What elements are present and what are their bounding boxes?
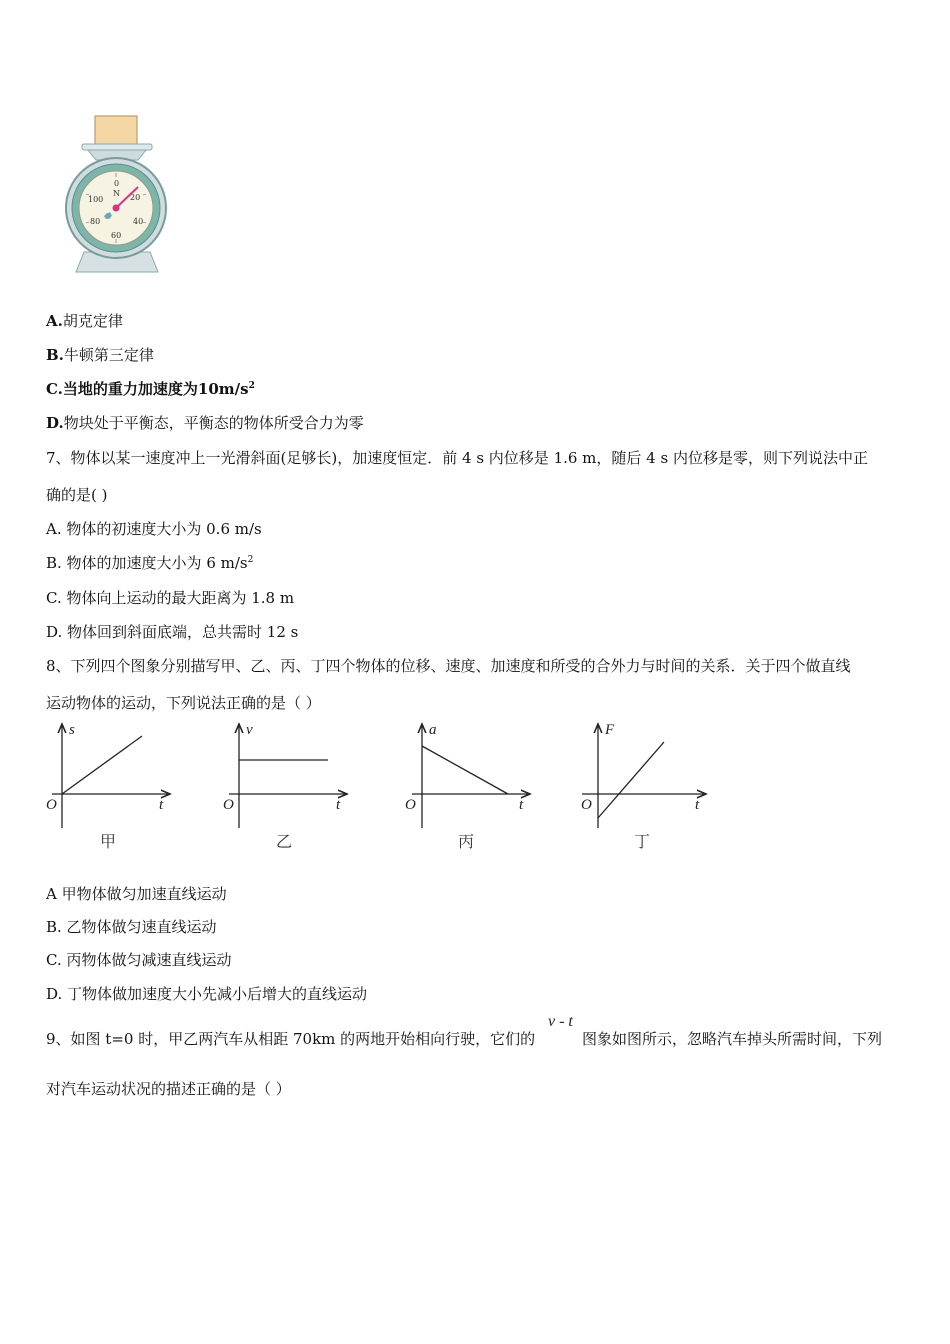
q8-stem-line2: 运动物体的运动，下列说法正确的是（ ） — [46, 694, 321, 712]
graph-jia-line — [62, 736, 142, 794]
q6-option-a-text: 胡克定律 — [62, 312, 123, 330]
q7-option-c — [46, 588, 294, 608]
q6-option-a — [46, 311, 123, 331]
q8-option-d: D. 丁物体做加速度大小先减小后增大的直线运动 — [46, 985, 368, 1003]
q7-option-a-text: A. 物体的初速度大小为 0.6 m/s — [46, 520, 262, 538]
graph-jia-y-label: s — [69, 722, 75, 738]
q6-option-d-text: 物块处于平衡态，平衡态的物体所受合力为零 — [63, 414, 364, 432]
graph-jia-caption: 甲 — [100, 832, 117, 851]
graph-yi-caption: 乙 — [276, 832, 293, 851]
q7-option-c-text: C. 物体向上运动的最大距离为 1.8 m — [46, 589, 295, 607]
dial-tick-0: 0 — [114, 179, 120, 188]
q7-option-b-sup: 2 — [247, 555, 254, 565]
graph-bing — [405, 722, 530, 851]
graph-yi-y-label: v — [246, 722, 253, 738]
q7-option-b-text: B. 物体的加速度大小为 6 m/s — [46, 554, 248, 572]
q6-option-b — [46, 345, 154, 365]
dial-tick-80: 80 — [90, 217, 101, 226]
q6-option-b-prefix: B. — [46, 346, 64, 364]
q9-stem-part1: 9、如图 t=0 时，甲乙两汽车从相距 70km 的两地开始相向行驶，它们的 — [46, 1030, 536, 1048]
dial-tick-60: 60 — [111, 231, 122, 240]
graph-jia-origin: O — [46, 797, 57, 813]
q6-option-d-prefix: D. — [46, 414, 64, 432]
graph-ding-y-label: F — [605, 722, 615, 738]
q8-option-a: A 甲物体做匀加速直线运动 — [46, 885, 227, 903]
graph-jia-x-label: t — [159, 797, 164, 813]
graph-bing-y-label: a — [429, 722, 437, 738]
q7-option-d-text: D. 物体回到斜面底端，总共需时 12 s — [46, 623, 299, 641]
q6-option-c — [46, 379, 255, 399]
graph-bing-origin: O — [405, 797, 416, 813]
graph-ding-x-label: t — [695, 797, 700, 813]
graph-yi-origin: O — [223, 797, 234, 813]
dial-unit: N — [113, 189, 120, 198]
graph-bing-x-label: t — [519, 797, 524, 813]
block-on-scale — [95, 116, 137, 144]
graph-yi — [223, 722, 347, 851]
q6-option-c-text: 当地的重力加速度为10m/s — [62, 380, 249, 398]
graph-ding-caption: 丁 — [634, 832, 651, 851]
q7-stem-line1: 7、物体以某一速度冲上一光滑斜面(足够长)，加速度恒定．前 4 s 内位移是 1.6 m，随后 4 s 内位移是零，则下列说法中正 — [46, 449, 868, 467]
q7-option-a — [46, 519, 262, 539]
q7-option-d — [46, 622, 298, 642]
graph-yi-x-label: t — [336, 797, 341, 813]
q7-option-b — [46, 553, 253, 573]
q9-stem-part2: 图象如图所示，忽略汽车掉头所需时间，下列 — [582, 1030, 883, 1048]
graph-ding — [581, 722, 706, 851]
graph-bing-line — [422, 746, 508, 794]
q6-option-b-text: 牛顿第三定律 — [63, 346, 154, 364]
graph-ding-origin: O — [581, 797, 592, 813]
q8-option-b: B. 乙物体做匀速直线运动 — [46, 918, 217, 936]
motion-graphs — [30, 718, 730, 858]
dial-tick-100: 100 — [88, 195, 104, 204]
q9-vt-label: v - t — [548, 1013, 573, 1030]
q8-option-c: C. 丙物体做匀减速直线运动 — [46, 951, 232, 969]
q9-stem-line2: 对汽车运动状况的描述正确的是（ ） — [46, 1080, 291, 1098]
q6-option-a-prefix: A. — [46, 312, 63, 330]
graph-bing-caption: 丙 — [458, 832, 475, 851]
q6-option-c-sup: 2 — [248, 381, 255, 391]
spring-scale-figure — [58, 112, 178, 282]
q8-stem-line1: 8、下列四个图象分别描写甲、乙、丙、丁四个物体的位移、速度、加速度和所受的合外力与时间的关系．关于四个做直线 — [46, 657, 851, 675]
graph-jia — [46, 722, 170, 851]
graph-ding-line — [598, 742, 664, 818]
dial-tick-40: 40 — [133, 217, 144, 226]
q6-option-d — [46, 413, 364, 433]
dial-tick-20: 20 — [130, 193, 141, 202]
q7-stem-line2: 确的是( ) — [46, 486, 108, 504]
q6-option-c-prefix: C. — [46, 380, 63, 398]
